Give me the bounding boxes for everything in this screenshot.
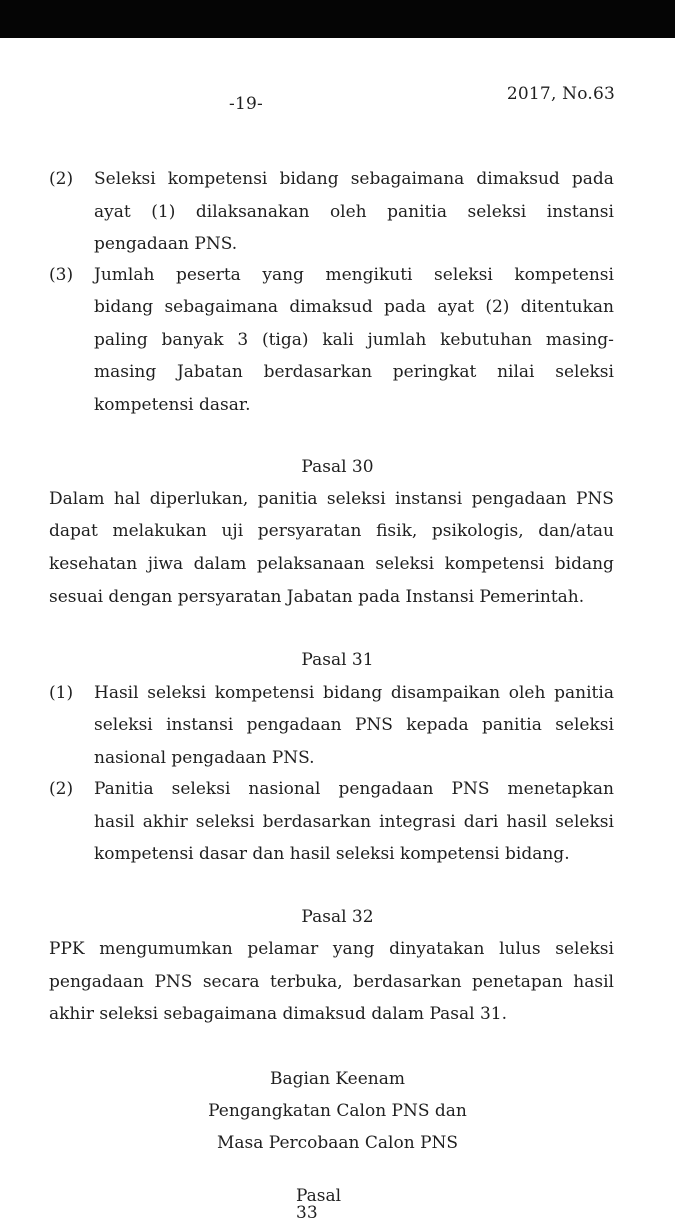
pasal-31-item-2-line: hasil akhir seleksi berdasarkan integrasi dari hasil seleksi — [94, 812, 614, 832]
pasal-31-item-1-line: seleksi instansi pengadaan PNS kepada panitia seleksi — [94, 715, 614, 735]
block1-item-2-line: bidang sebagaimana dimaksud pada ayat (2) ditentukan — [94, 297, 614, 317]
block1-item-1-line: Seleksi kompetensi bidang sebagaimana dimaksud pada — [94, 169, 614, 189]
pasal-32-heading: Pasal 32 — [301, 907, 374, 927]
block1-item-1-line: ayat (1) dilaksanakan oleh panitia seleksi instansi — [94, 202, 614, 222]
block1-item-2-line: masing Jabatan berdasarkan peringkat nilai seleksi — [94, 362, 614, 382]
pasal-31-item-2-number: (2) — [49, 779, 74, 799]
pasal-32-line: akhir seleksi sebagaimana dimaksud dalam Pasal 31. — [49, 1004, 507, 1024]
pasal-31-item-1-line: Hasil seleksi kompetensi bidang disampaikan oleh panitia — [94, 683, 614, 703]
block1-item-1-line: pengadaan PNS. — [94, 234, 238, 254]
block1-item-2-line: kompetensi dasar. — [94, 395, 251, 415]
section-heading-line: Pengangkatan Calon PNS dan — [208, 1101, 467, 1121]
pasal-31-item-2-line: kompetensi dasar dan hasil seleksi kompetensi bidang. — [94, 844, 570, 864]
section-heading-line: Masa Percobaan Calon PNS — [216, 1133, 459, 1153]
next-heading-partial — [296, 1186, 366, 1223]
next-heading-text: Pasal 33 — [296, 1186, 342, 1223]
block1-item-2-number: (3) — [49, 265, 74, 285]
section-heading-line: Bagian Keenam — [269, 1069, 405, 1089]
block1-item-1-number: (2) — [49, 169, 74, 189]
pasal-32-line: pengadaan PNS secara terbuka, berdasarkan penetapan hasil — [49, 972, 614, 992]
document-reference: 2017, No.63 — [506, 84, 615, 104]
pasal-31-item-1-number: (1) — [49, 683, 74, 703]
top-black-bar — [0, 0, 675, 38]
page-number: -19- — [229, 94, 263, 114]
pasal-30-line: Dalam hal diperlukan, panitia seleksi instansi pengadaan PNS — [49, 489, 614, 509]
block1-item-2-line: Jumlah peserta yang mengikuti seleksi kompetensi — [94, 265, 614, 285]
pasal-32-line: PPK mengumumkan pelamar yang dinyatakan lulus seleksi — [49, 939, 614, 959]
pasal-30-heading: Pasal 30 — [301, 457, 374, 477]
pasal-30-line: kesehatan jiwa dalam pelaksanaan seleksi kompetensi bidang — [49, 554, 614, 574]
pasal-30-line: dapat melakukan uji persyaratan fisik, psikologis, dan/atau — [49, 521, 614, 541]
pasal-31-item-2-line: Panitia seleksi nasional pengadaan PNS menetapkan — [94, 779, 614, 799]
pasal-31-heading: Pasal 31 — [301, 650, 374, 670]
pasal-31-item-1-line: nasional pengadaan PNS. — [94, 748, 315, 768]
pasal-30-line: sesuai dengan persyaratan Jabatan pada Instansi Pemerintah. — [49, 587, 585, 607]
block1-item-2-line: paling banyak 3 (tiga) kali jumlah kebutuhan masing- — [94, 330, 614, 350]
